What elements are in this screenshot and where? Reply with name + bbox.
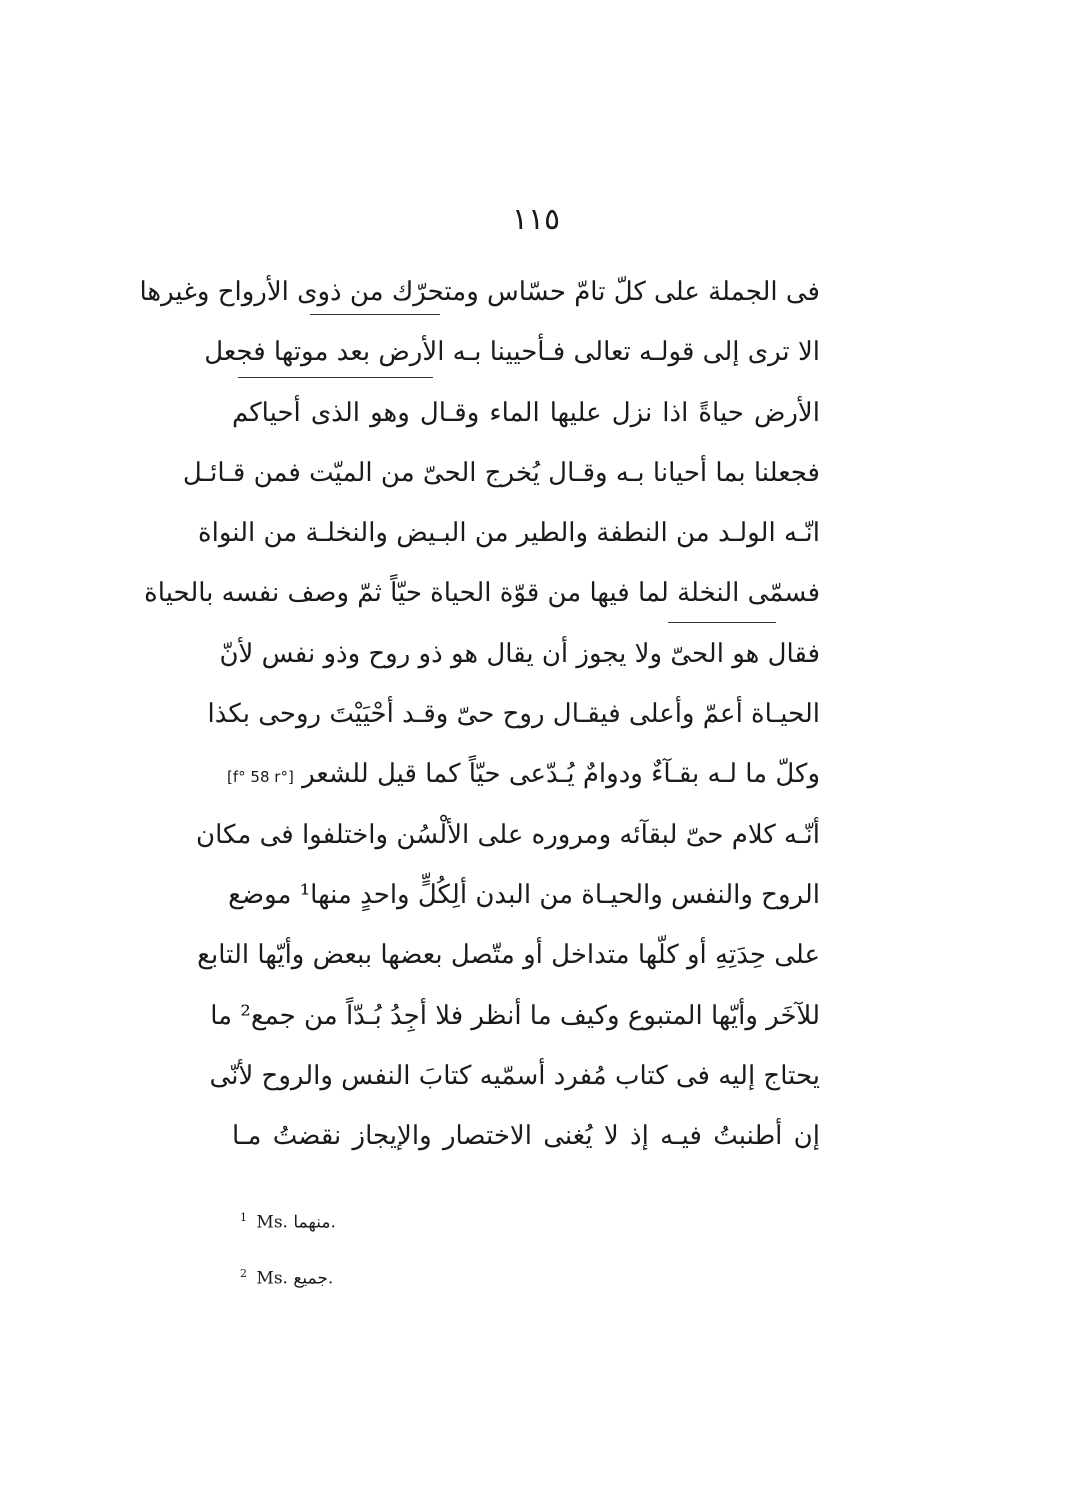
text-line bbox=[197, 503, 820, 563]
line-text: الحيـاة أعمّ وأعلى فيقـال روح حىّ وقـد أحْيَيْتَ روحى بكذا bbox=[207, 699, 820, 730]
footnote-mark: 1 bbox=[240, 1211, 247, 1224]
text-line bbox=[144, 563, 820, 623]
footnote-mark: 2 bbox=[240, 1267, 247, 1280]
line-text: فسمّى النخلة لما فيها من قوّة الحياة حيّاً ثمّ وصف نفسه بالحياة bbox=[144, 578, 820, 609]
underline-mark bbox=[310, 314, 440, 315]
footnote-text: منهما bbox=[293, 1212, 331, 1233]
footnote-label: Ms. bbox=[256, 1268, 288, 1289]
line-text: يحتاج إليه فى كتاب مُفرد أسمّيه كتابَ النفس والروح لأنّى bbox=[209, 1060, 820, 1091]
text-line bbox=[219, 624, 820, 684]
line-text: للآخَر وأيّها المتبوع وكيف ما أنظر فلا أجِدُ بُـدّاً من جمع² ما bbox=[210, 1000, 820, 1031]
text-line bbox=[209, 1046, 820, 1106]
text-line bbox=[207, 684, 820, 744]
text-line bbox=[227, 744, 820, 804]
text-line bbox=[196, 805, 820, 865]
text-line bbox=[232, 383, 820, 443]
text-line bbox=[210, 986, 820, 1046]
text-line bbox=[232, 1106, 820, 1166]
text-line bbox=[182, 443, 820, 503]
body-text bbox=[139, 262, 820, 1166]
line-text: فى الجملة على كلّ تامّ حسّاس ومتحرّك من ذوى الأرواح وغيرها bbox=[139, 277, 820, 307]
line-text: وكلّ ما لـه بقـآءٌ ودوامٌ يُـدّعى حيّاً كما قيل للشعر bbox=[302, 759, 820, 790]
page-number: ١١٥ bbox=[511, 202, 561, 237]
line-text: على حِدَتِهِ أو كلّها متداخل أو متّصل بعضها ببعض وأيّها التابع bbox=[197, 940, 820, 971]
footnote-text: جميع bbox=[293, 1268, 328, 1289]
line-text: إن أطنبتُ فيـه إذ لا يُغنى الاختصار والإيجاز نقضتُ مـا bbox=[232, 1121, 820, 1152]
line-text: انّـه الولـد من النطفة والطير من البـيض والنخلـة من النواة bbox=[197, 518, 820, 549]
footnote: $^2$ Ms. جميع. bbox=[240, 1267, 334, 1289]
underline-mark bbox=[238, 377, 433, 378]
footnote-label: Ms. bbox=[256, 1212, 288, 1233]
text-line bbox=[197, 925, 820, 985]
line-text: أنّـه كلام حىّ لبقآئه ومروره على الألْسُن واختلفوا فى مكان bbox=[196, 819, 820, 850]
text-line bbox=[228, 865, 820, 925]
footnotes bbox=[240, 1196, 640, 1308]
text-line bbox=[204, 322, 820, 382]
underline-mark bbox=[668, 622, 776, 623]
line-text: الروح والنفس والحيـاة من البدن ألِكُلٍّ واحدٍ منها¹ موضع bbox=[228, 879, 820, 910]
line-text: الا ترى إلى قولـه تعالى فـأحيينا بـه الأرض بعد موتها فجعل bbox=[204, 337, 820, 368]
folio-reference: [f° 58 r°] bbox=[227, 768, 294, 787]
footnote: $^1$ Ms. منهما. bbox=[240, 1211, 336, 1233]
line-text: الأرض حياةً اذا نزل عليها الماء وقـال وهو الذى أحياكم bbox=[232, 397, 820, 428]
line-text: فقال هو الحىّ ولا يجوز أن يقال هو ذو روح وذو نفس لأنّ bbox=[219, 638, 820, 669]
line-text: فجعلنا بما أحيانا بـه وقـال يُخرج الحىّ من الميّت فمن قـائـل bbox=[182, 457, 820, 488]
